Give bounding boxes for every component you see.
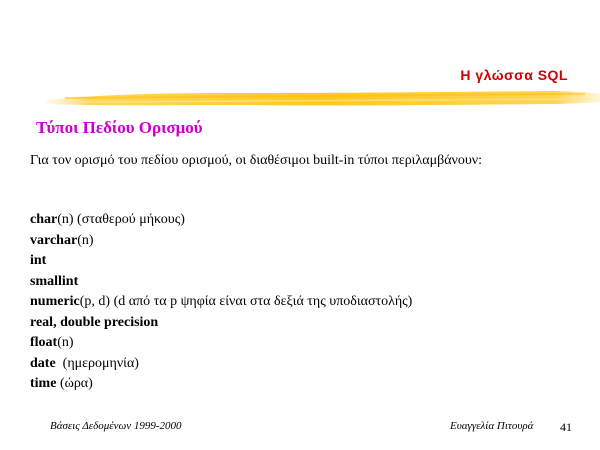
list-item: float(n) [30, 335, 74, 350]
intro-paragraph: Για τον ορισμό του πεδίου ορισμού, οι διαθέσιμοι built-in τύποι περιλαμβάνουν: [30, 153, 483, 168]
highlighter-brush-stroke [45, 84, 600, 112]
list-item: smallint [30, 273, 79, 289]
list-item: real, double precision [30, 314, 159, 330]
slide-header-title: Η γλώσσα SQL [460, 67, 568, 83]
data-type-list [30, 210, 412, 395]
list-item: varchar(n) [30, 232, 94, 248]
list-item: date (ημερομηνία) [30, 355, 139, 371]
section-title: Τύποι Πεδίου Ορισμού [36, 118, 203, 137]
list-item: char(n) (σταθερού μήκους) [30, 212, 185, 227]
list-item: numeric(p, d) (d από τα p ψηφία είναι στα δεξιά της υποδιαστολής) [30, 294, 413, 309]
page-number: 41 [560, 420, 572, 434]
footer-author: Ευαγγελία Πιτουρά [450, 420, 534, 432]
list-item: time (ώρα) [30, 376, 93, 391]
list-item: int [30, 253, 47, 268]
footer-course: Βάσεις Δεδομένων 1999-2000 [50, 420, 182, 432]
